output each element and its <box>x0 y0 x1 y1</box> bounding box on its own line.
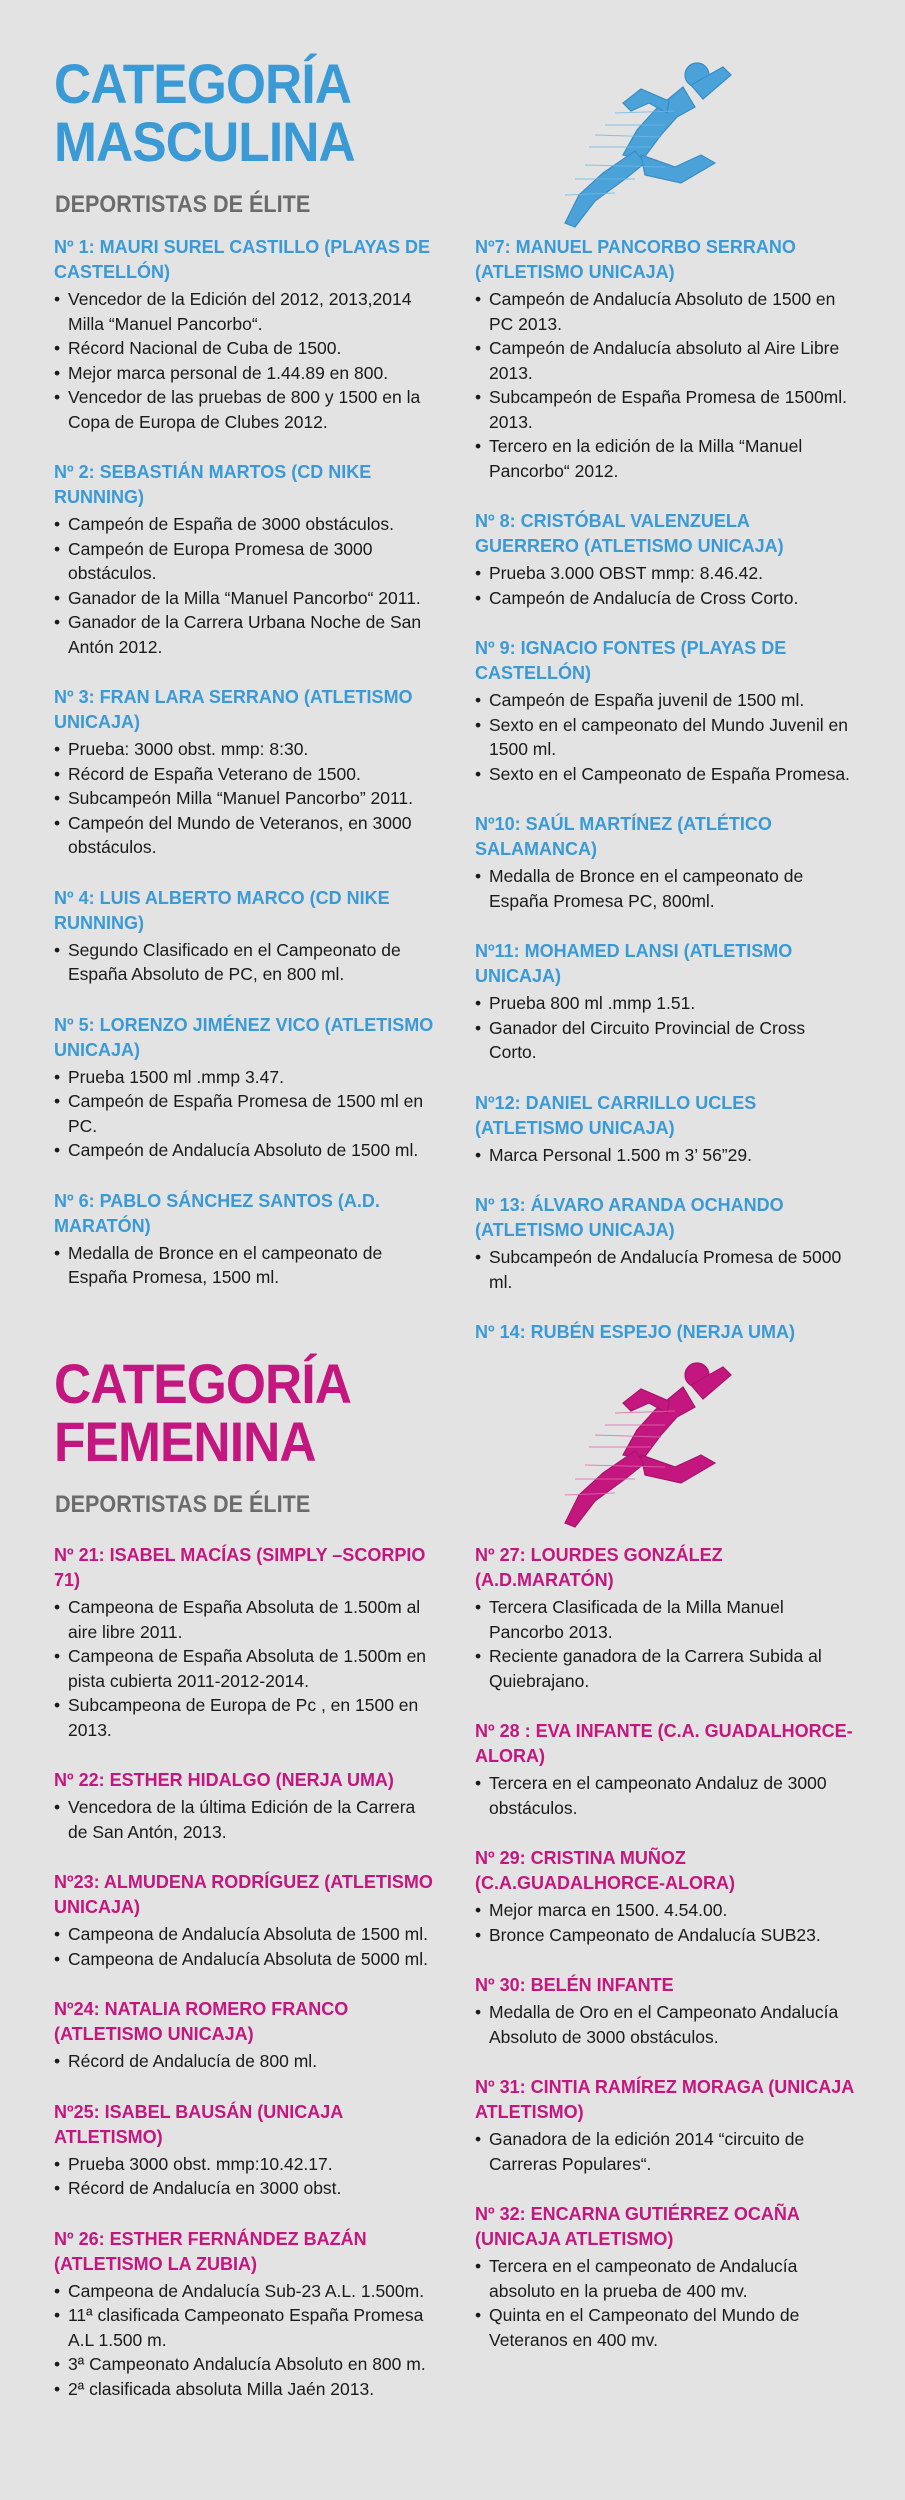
achievement-item: • Récord de Andalucía de 800 ml. <box>54 2049 434 2074</box>
female-subheading: DEPORTISTAS DE ÉLITE <box>55 1491 311 1518</box>
achievement-list <box>475 1771 855 1820</box>
achievement-item: • Récord Nacional de Cuba de 1500. <box>54 336 434 361</box>
achievement-item: • 3ª Campeonato Andalucía Absoluto en 800 m. <box>54 2352 434 2377</box>
achievement-item: • Ganadora de la edición 2014 “circuito de Carreras Populares“. <box>475 2127 855 2176</box>
achievement-list <box>475 1143 855 1168</box>
achievement-item: • Prueba 3.000 OBST mmp: 8.46.42. <box>475 561 855 586</box>
achievement-list <box>54 1595 434 1742</box>
achievement-item: • Bronce Campeonato de Andalucía SUB23. <box>475 1923 855 1948</box>
athlete-title: Nº 14: RUBÉN ESPEJO (NERJA UMA) <box>475 1322 795 1342</box>
achievement-item: • Subcampeón de Andalucía Promesa de 5000 ml. <box>475 1245 855 1294</box>
athlete-entry <box>54 235 434 434</box>
heading-line-1: CATEGORÍA <box>54 52 352 115</box>
achievement-item: • Reciente ganadora de la Carrera Subida al Quiebrajano. <box>475 1644 855 1693</box>
athlete-title: Nº 8: CRISTÓBAL VALENZUELA GUERRERO (ATLETISMO UNICAJA) <box>475 511 784 556</box>
achievement-item: • Campeón de España Promesa de 1500 ml en PC. <box>54 1089 434 1138</box>
athlete-entry <box>475 509 855 610</box>
achievement-item: • Mejor marca en 1500. 4.54.00. <box>475 1898 855 1923</box>
achievement-item: • Subcampeón Milla “Manuel Pancorbo” 2011. <box>54 786 434 811</box>
athlete-title: Nº 28 : EVA INFANTE (C.A. GUADALHORCE-ALORA) <box>475 1721 853 1766</box>
achievement-item: • Marca Personal 1.500 m 3’ 56”29. <box>475 1143 855 1168</box>
male-right-column <box>475 235 855 1371</box>
athlete-entry <box>54 1768 434 1844</box>
achievement-item: • Mejor marca personal de 1.44.89 en 800. <box>54 361 434 386</box>
athlete-entry <box>475 1193 855 1294</box>
athlete-entry <box>475 939 855 1065</box>
achievement-item: • Quinta en el Campeonato del Mundo de Veteranos en 400 mv. <box>475 2303 855 2352</box>
athlete-entry <box>475 812 855 913</box>
athlete-title: Nº11: MOHAMED LANSI (ATLETISMO UNICAJA) <box>475 941 793 986</box>
achievement-item: • Medalla de Oro en el Campeonato Andalucía Absoluto de 3000 obstáculos. <box>475 2000 855 2049</box>
achievement-item: • Campeón de Andalucía Absoluto de 1500 en PC 2013. <box>475 287 855 336</box>
achievement-item: • Tercera en el campeonato Andaluz de 3000 obstáculos. <box>475 1771 855 1820</box>
achievement-item: • Campeona de Andalucía Sub-23 A.L. 1.500m. <box>54 2279 434 2304</box>
achievement-list <box>475 2000 855 2049</box>
athlete-title: Nº10: SAÚL MARTÍNEZ (ATLÉTICO SALAMANCA) <box>475 814 772 859</box>
achievement-item: • Campeona de Andalucía Absoluta de 1500 ml. <box>54 1922 434 1947</box>
athlete-title: Nº25: ISABEL BAUSÁN (UNICAJA ATLETISMO) <box>54 2101 343 2147</box>
achievement-item: • Subcampeona de Europa de Pc , en 1500 en 2013. <box>54 1693 434 1742</box>
achievement-list <box>54 1065 434 1163</box>
athlete-entry <box>475 2075 855 2176</box>
athlete-title: Nº 5: LORENZO JIMÉNEZ VICO (ATLETISMO UNICAJA) <box>54 1014 434 1060</box>
achievement-list <box>475 561 855 610</box>
achievement-item: • Campeón de Andalucía de Cross Corto. <box>475 586 855 611</box>
achievement-item: • Campeón de Andalucía absoluto al Aire Libre 2013. <box>475 336 855 385</box>
athlete-entry <box>54 685 434 860</box>
achievement-list <box>54 1922 434 1971</box>
achievement-item: • Tercera en el campeonato de Andalucía absoluto en la prueba de 400 mv. <box>475 2254 855 2303</box>
achievement-item: • Campeón de España juvenil de 1500 ml. <box>475 688 855 713</box>
achievement-item: • Prueba 3000 obst. mmp:10.42.17. <box>54 2152 434 2177</box>
male-category-section <box>0 52 905 1345</box>
athlete-entry <box>475 1543 855 1693</box>
achievement-item: • Ganador de la Milla “Manuel Pancorbo“ 2011. <box>54 586 434 611</box>
achievement-list <box>54 1241 434 1290</box>
athlete-title: Nº 2: SEBASTIÁN MARTOS (CD NIKE RUNNING) <box>54 462 372 507</box>
achievement-item: • Tercera Clasificada de la Milla Manuel Pancorbo 2013. <box>475 1595 855 1644</box>
athlete-entry <box>475 1973 855 2049</box>
athlete-title: Nº 21: ISABEL MACÍAS (SIMPLY –SCORPIO 71) <box>54 1545 426 1590</box>
achievement-list <box>475 1245 855 1294</box>
athlete-title: Nº23: ALMUDENA RODRÍGUEZ (ATLETISMO UNICAJA) <box>54 1872 433 1917</box>
achievement-item: • Ganador de la Carrera Urbana Noche de San Antón 2012. <box>54 610 434 659</box>
athlete-entry <box>54 1013 434 1163</box>
achievement-list <box>54 2279 434 2402</box>
achievement-list <box>475 688 855 786</box>
achievement-list <box>54 2152 434 2201</box>
achievement-list <box>475 864 855 913</box>
athlete-title: Nº7: MANUEL PANCORBO SERRANO (ATLETISMO UNICAJA) <box>475 237 796 282</box>
achievement-list <box>475 2254 855 2352</box>
athlete-title: Nº 29: CRISTINA MUÑOZ (C.A.GUADALHORCE-ALORA) <box>475 1848 735 1893</box>
female-left-column <box>54 1543 434 2427</box>
athlete-entry <box>475 636 855 786</box>
achievement-item: • Segundo Clasificado en el Campeonato de España Absoluto de PC, en 800 ml. <box>54 938 434 987</box>
achievement-list <box>475 287 855 483</box>
achievement-item: • Campeona de España Absoluta de 1.500m en pista cubierta 2011-2012-2014. <box>54 1644 434 1693</box>
athlete-title: Nº 32: ENCARNA GUTIÉRREZ OCAÑA (UNICAJA ATLETISMO) <box>475 2204 800 2249</box>
athlete-title: Nº12: DANIEL CARRILLO UCLES (ATLETISMO UNICAJA) <box>475 1092 757 1138</box>
athlete-title: Nº 27: LOURDES GONZÁLEZ (A.D.MARATÓN) <box>475 1545 723 1590</box>
achievement-item: • Campeón de Andalucía Absoluto de 1500 ml. <box>54 1138 434 1163</box>
athlete-entry <box>54 1189 434 1290</box>
athlete-entry <box>54 1543 434 1742</box>
female-category-heading <box>54 1352 352 1473</box>
athlete-entry <box>54 1870 434 1971</box>
achievement-list <box>54 287 434 434</box>
athlete-entry <box>475 1091 855 1168</box>
athlete-title: Nº 30: BELÉN INFANTE <box>475 1975 674 1995</box>
achievement-item: • Ganador del Circuito Provincial de Cross Corto. <box>475 1016 855 1065</box>
achievement-item: • Récord de Andalucía en 3000 obst. <box>54 2176 434 2201</box>
female-right-column <box>475 1543 855 2378</box>
achievement-list <box>54 737 434 860</box>
achievement-item: • 2ª clasificada absoluta Milla Jaén 2013. <box>54 2377 434 2402</box>
achievement-item: • Campeona de España Absoluta de 1.500m al aire libre 2011. <box>54 1595 434 1644</box>
heading-line-2: FEMENINA <box>54 1410 316 1473</box>
athlete-title: Nº 1: MAURI SUREL CASTILLO (PLAYAS DE CASTELLÓN) <box>54 237 430 282</box>
achievement-list <box>54 512 434 659</box>
male-left-column <box>54 235 434 1316</box>
achievement-item: • Vencedor de la Edición del 2012, 2013,2014 Milla “Manuel Pancorbo“. <box>54 287 434 336</box>
female-sprinter-icon <box>545 1355 745 1535</box>
achievement-item: • 11ª clasificada Campeonato España Promesa A.L 1.500 m. <box>54 2303 434 2352</box>
athlete-title: Nº 31: CINTIA RAMÍREZ MORAGA (UNICAJA ATLETISMO) <box>475 2077 854 2122</box>
heading-line-2: MASCULINA <box>54 110 355 173</box>
athlete-title: Nº 13: ÁLVARO ARANDA OCHANDO (ATLETISMO UNICAJA) <box>475 1195 784 1240</box>
athlete-title: Nº24: NATALIA ROMERO FRANCO (ATLETISMO UNICAJA) <box>54 1999 349 2044</box>
athlete-entry <box>54 2100 434 2201</box>
female-category-section <box>0 1352 905 2500</box>
athlete-title: Nº 26: ESTHER FERNÁNDEZ BAZÁN (ATLETISMO LA ZUBIA) <box>54 2228 367 2274</box>
achievement-item: • Tercero en la edición de la Milla “Manuel Pancorbo“ 2012. <box>475 434 855 483</box>
achievement-list <box>475 991 855 1065</box>
athlete-entry <box>54 460 434 659</box>
heading-line-1: CATEGORÍA <box>54 1352 352 1415</box>
male-sprinter-icon <box>545 55 745 235</box>
achievement-item: • Prueba 800 ml .mmp 1.51. <box>475 991 855 1016</box>
achievement-item: • Medalla de Bronce en el campeonato de España Promesa, 1500 ml. <box>54 1241 434 1290</box>
athlete-entry <box>54 886 434 987</box>
achievement-item: • Medalla de Bronce en el campeonato de España Promesa PC, 800ml. <box>475 864 855 913</box>
athlete-entry <box>54 1997 434 2074</box>
achievement-list <box>54 938 434 987</box>
achievement-list <box>475 2127 855 2176</box>
achievement-item: • Campeón de Europa Promesa de 3000 obstáculos. <box>54 537 434 586</box>
athlete-title: Nº 9: IGNACIO FONTES (PLAYAS DE CASTELLÓN) <box>475 638 787 683</box>
athlete-entry <box>475 1846 855 1947</box>
athlete-entry <box>475 235 855 483</box>
athlete-entry <box>54 2227 434 2402</box>
achievement-item: • Vencedora de la última Edición de la Carrera de San Antón, 2013. <box>54 1795 434 1844</box>
athlete-title: Nº 22: ESTHER HIDALGO (NERJA UMA) <box>54 1770 394 1790</box>
achievement-item: • Vencedor de las pruebas de 800 y 1500 en la Copa de Europa de Clubes 2012. <box>54 385 434 434</box>
achievement-item: • Sexto en el Campeonato de España Promesa. <box>475 762 855 787</box>
athlete-entry <box>475 1719 855 1820</box>
athlete-title: Nº 4: LUIS ALBERTO MARCO (CD NIKE RUNNING) <box>54 887 390 933</box>
athlete-entry <box>475 2202 855 2352</box>
achievement-item: • Campeón de España de 3000 obstáculos. <box>54 512 434 537</box>
achievement-list <box>475 1898 855 1947</box>
male-subheading: DEPORTISTAS DE ÉLITE <box>55 191 311 218</box>
achievement-item: • Subcampeón de España Promesa de 1500ml. 2013. <box>475 385 855 434</box>
athlete-entry <box>475 1320 855 1345</box>
athlete-title: Nº 3: FRAN LARA SERRANO (ATLETISMO UNICAJA) <box>54 687 413 732</box>
achievement-list <box>475 1595 855 1693</box>
achievement-item: • Sexto en el campeonato del Mundo Juvenil en 1500 ml. <box>475 713 855 762</box>
achievement-item: • Prueba: 3000 obst. mmp: 8:30. <box>54 737 434 762</box>
achievement-item: • Prueba 1500 ml .mmp 3.47. <box>54 1065 434 1090</box>
athlete-title: Nº 6: PABLO SÁNCHEZ SANTOS (A.D. MARATÓN) <box>54 1190 380 1236</box>
achievement-item: • Récord de España Veterano de 1500. <box>54 762 434 787</box>
achievement-item: • Campeona de Andalucía Absoluta de 5000 ml. <box>54 1947 434 1972</box>
achievement-list <box>54 1795 434 1844</box>
achievement-list <box>54 2049 434 2074</box>
achievement-item: • Campeón del Mundo de Veteranos, en 3000 obstáculos. <box>54 811 434 860</box>
male-category-heading <box>54 52 355 173</box>
